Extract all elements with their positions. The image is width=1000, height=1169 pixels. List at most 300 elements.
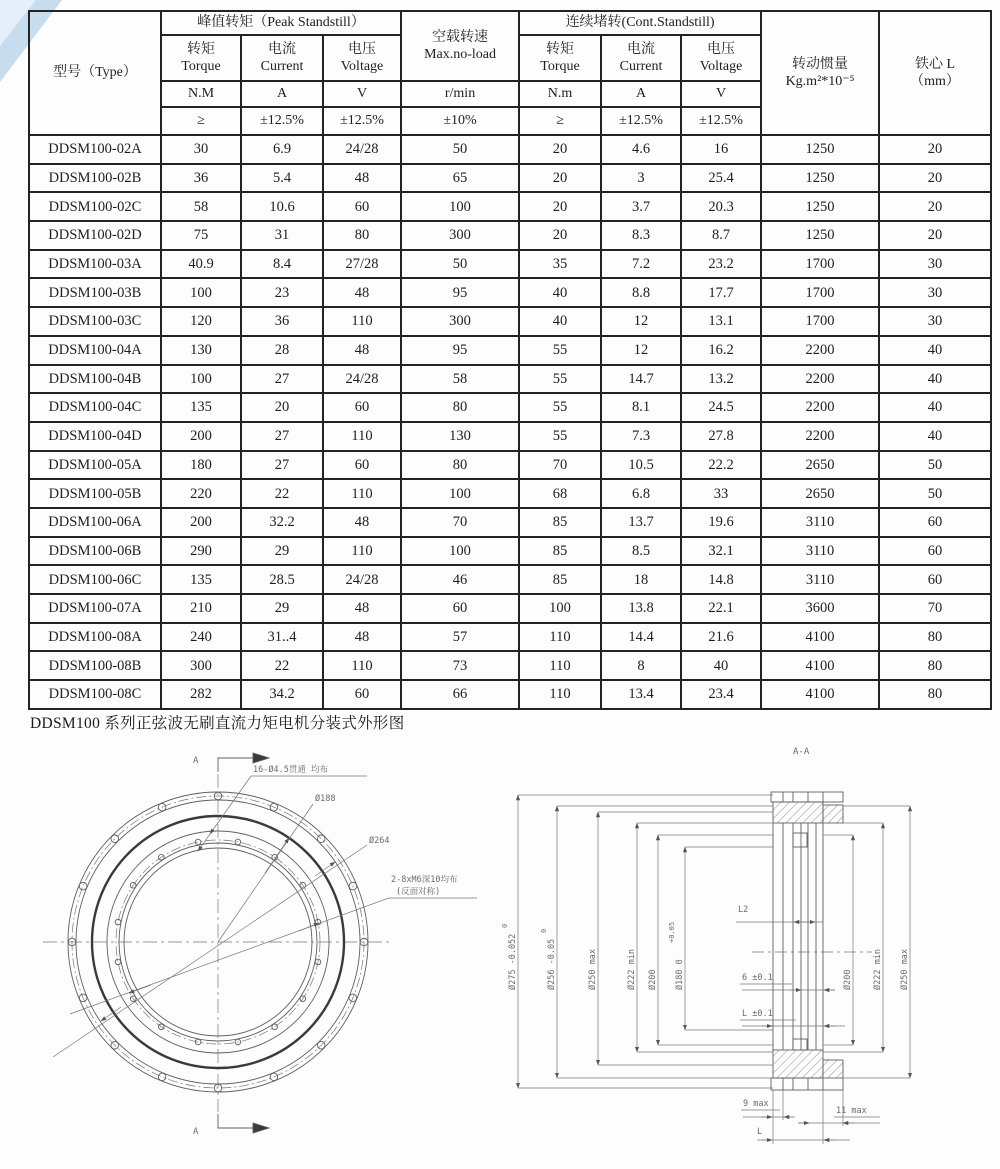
peak-voltage-cn: 电压 [348,41,377,57]
inertia-cell: 2200 [761,393,879,422]
dim-dia200-right: Ø200 [843,969,853,990]
peak-torque-cell: 100 [161,278,241,307]
max-noload-cell: 73 [401,651,519,680]
model-cell: DDSM100-03C [29,307,161,336]
core-length-cell: 40 [879,422,991,451]
model-cell: DDSM100-05B [29,479,161,508]
model-cell: DDSM100-06C [29,565,161,594]
cont-torque-cell: 85 [519,537,601,566]
max-noload-cell: 80 [401,393,519,422]
max-noload-cell: 70 [401,508,519,537]
tol-noload: ±10% [401,107,519,135]
table-caption: DDSM100 系列正弦波无刷直流力矩电机分装式外形图 [30,715,405,732]
peak-torque-en: Torque [181,59,221,74]
peak-voltage-cell: 48 [323,164,401,193]
header-peak-group: 峰值转矩（Peak Standstill） [161,11,401,35]
tol-peak-voltage: ±12.5% [323,107,401,135]
tol-peak-current: ±12.5% [241,107,323,135]
peak-current-cell: 5.4 [241,164,323,193]
inner-bolt-hole [115,919,121,925]
inertia-cell: 3110 [761,508,879,537]
core-length-cell: 20 [879,192,991,221]
cont-voltage-cell: 23.2 [681,250,761,279]
header-type: 型号（Type） [29,11,161,135]
max-noload-cell: 60 [401,594,519,623]
header-inertia-en: Kg.m²*10⁻⁵ [785,74,855,89]
header-inertia [761,11,879,135]
table-row [29,623,991,652]
peak-torque-cell: 135 [161,393,241,422]
cont-current-en: Current [619,59,663,74]
max-noload-cell: 130 [401,422,519,451]
front-view-drawing [15,742,485,1162]
cont-voltage-cell: 33 [681,479,761,508]
cont-voltage-cell: 8.7 [681,221,761,250]
model-cell: DDSM100-07A [29,594,161,623]
cont-current-cell: 8.3 [601,221,681,250]
model-cell: DDSM100-06B [29,537,161,566]
peak-current-cell: 20 [241,393,323,422]
dim-dia250-right: Ø250 max [900,949,910,990]
outer-bolt-hole [317,835,325,843]
core-length-cell: 20 [879,221,991,250]
core-length-cell: 80 [879,651,991,680]
tol-cont-current: ±12.5% [601,107,681,135]
spec-table-body [29,135,991,709]
cont-torque-cell: 85 [519,508,601,537]
peak-torque-cn: 转矩 [187,41,215,57]
model-cell: DDSM100-04B [29,365,161,394]
cont-torque-cell: 40 [519,307,601,336]
inertia-cell: 1250 [761,135,879,164]
max-noload-cell: 95 [401,336,519,365]
peak-current-cell: 27 [241,365,323,394]
cont-current-cell: 6.8 [601,479,681,508]
header-cont-torque [519,35,601,81]
cont-current-cell: 7.2 [601,250,681,279]
peak-torque-cell: 135 [161,565,241,594]
peak-voltage-cell: 60 [323,451,401,480]
peak-torque-cell: 30 [161,135,241,164]
peak-current-cell: 31..4 [241,623,323,652]
max-noload-cell: 100 [401,479,519,508]
cont-voltage-cell: 16.2 [681,336,761,365]
core-length-cell: 50 [879,479,991,508]
peak-torque-cell: 290 [161,537,241,566]
max-noload-cell: 50 [401,250,519,279]
dim-l-tol: L ±0.1 [742,1009,773,1019]
unit-cont-current: A [601,81,681,107]
cont-torque-cell: 55 [519,365,601,394]
core-length-cell: 70 [879,594,991,623]
inertia-cell: 3600 [761,594,879,623]
table-row [29,479,991,508]
peak-current-cell: 34.2 [241,680,323,709]
peak-torque-cell: 100 [161,365,241,394]
cont-voltage-en: Voltage [699,59,743,74]
dim-dia222-right: Ø222 min [873,949,883,990]
table-row [29,594,991,623]
inertia-cell: 3110 [761,537,879,566]
peak-torque-cell: 180 [161,451,241,480]
peak-torque-cell: 36 [161,164,241,193]
peak-torque-cell: 210 [161,594,241,623]
cont-voltage-cell: 21.6 [681,623,761,652]
peak-voltage-cell: 60 [323,192,401,221]
cont-torque-cell: 100 [519,594,601,623]
cont-voltage-cell: 27.8 [681,422,761,451]
model-cell: DDSM100-04A [29,336,161,365]
table-row [29,336,991,365]
cont-voltage-cn: 电压 [707,41,736,57]
peak-voltage-cell: 48 [323,623,401,652]
cont-torque-en: Torque [540,59,580,74]
max-noload-cell: 65 [401,164,519,193]
cont-current-cell: 10.5 [601,451,681,480]
peak-current-cell: 27 [241,422,323,451]
model-cell: DDSM100-04D [29,422,161,451]
cont-current-cell: 14.7 [601,365,681,394]
table-row [29,451,991,480]
peak-torque-cell: 220 [161,479,241,508]
core-length-cell: 40 [879,365,991,394]
header-peak-current [241,35,323,81]
dim-dia275: Ø275 -0.052 [508,933,518,990]
model-cell: DDSM100-03A [29,250,161,279]
cont-torque-cell: 110 [519,680,601,709]
peak-current-cell: 31 [241,221,323,250]
peak-voltage-cell: 80 [323,221,401,250]
header-peak-voltage [323,35,401,81]
peak-current-cell: 29 [241,594,323,623]
core-length-cell: 60 [879,565,991,594]
inertia-cell: 1250 [761,164,879,193]
dia-188-label: Ø188 [315,794,336,804]
peak-current-cell: 29 [241,537,323,566]
header-core [879,11,991,135]
cont-voltage-cell: 40 [681,651,761,680]
peak-voltage-cell: 110 [323,537,401,566]
model-cell: DDSM100-06A [29,508,161,537]
cont-voltage-cell: 13.2 [681,365,761,394]
outer-bolt-hole [79,882,87,890]
unit-peak-torque: N.M [161,81,241,107]
section-cut-label-bottom: A [193,1127,199,1137]
cont-torque-cell: 68 [519,479,601,508]
peak-torque-cell: 200 [161,508,241,537]
core-length-cell: 80 [879,623,991,652]
inertia-cell: 3110 [761,565,879,594]
cont-torque-cell: 40 [519,278,601,307]
unit-cont-torque: N.m [519,81,601,107]
dim-dia256: Ø256 -0.05 [547,938,557,990]
header-cont-voltage [681,35,761,81]
peak-current-cell: 10.6 [241,192,323,221]
header-core-cn: 铁心 L [915,56,956,72]
inertia-cell: 1700 [761,307,879,336]
core-length-cell: 30 [879,250,991,279]
peak-voltage-cell: 24/28 [323,135,401,164]
inertia-cell: 4100 [761,680,879,709]
cont-voltage-cell: 22.1 [681,594,761,623]
table-row [29,508,991,537]
cont-current-cell: 4.6 [601,135,681,164]
dim-dia180: Ø180 0 [675,959,685,990]
peak-current-cell: 23 [241,278,323,307]
inertia-cell: 2200 [761,336,879,365]
peak-voltage-cell: 110 [323,479,401,508]
table-row [29,651,991,680]
cont-torque-cell: 85 [519,565,601,594]
max-noload-cell: 46 [401,565,519,594]
dim-dia256-dev: 0 [540,928,548,933]
peak-torque-cell: 75 [161,221,241,250]
peak-current-cell: 32.2 [241,508,323,537]
peak-voltage-cell: 48 [323,508,401,537]
unit-cont-voltage: V [681,81,761,107]
table-row [29,192,991,221]
model-cell: DDSM100-02B [29,164,161,193]
header-noload-en: Max.no-load [424,47,496,62]
peak-current-cell: 27 [241,451,323,480]
cont-voltage-cell: 32.1 [681,537,761,566]
max-noload-cell: 50 [401,135,519,164]
peak-current-cell: 28.5 [241,565,323,594]
peak-voltage-cell: 48 [323,278,401,307]
header-core-en: （mm） [910,74,960,89]
peak-torque-cell: 282 [161,680,241,709]
tol-cont-voltage: ±12.5% [681,107,761,135]
peak-current-cell: 8.4 [241,250,323,279]
peak-current-cell: 6.9 [241,135,323,164]
peak-voltage-cell: 24/28 [323,365,401,394]
cont-current-cell: 12 [601,307,681,336]
m6-holes-label-line1: 2-8xM6深10均布 [391,875,458,885]
table-row [29,365,991,394]
cont-voltage-cell: 22.2 [681,451,761,480]
cont-voltage-cell: 20.3 [681,192,761,221]
cont-torque-cell: 110 [519,623,601,652]
cont-current-cell: 18 [601,565,681,594]
cont-voltage-cell: 14.8 [681,565,761,594]
peak-voltage-cell: 48 [323,336,401,365]
cont-torque-cell: 35 [519,250,601,279]
peak-voltage-cell: 110 [323,307,401,336]
core-length-cell: 50 [879,451,991,480]
cont-voltage-cell: 17.7 [681,278,761,307]
unit-peak-voltage: V [323,81,401,107]
peak-torque-cell: 240 [161,623,241,652]
model-cell: DDSM100-08C [29,680,161,709]
inertia-cell: 2650 [761,479,879,508]
cont-torque-cn: 转矩 [546,41,575,57]
max-noload-cell: 57 [401,623,519,652]
peak-voltage-cell: 60 [323,680,401,709]
inertia-cell: 2200 [761,422,879,451]
max-noload-cell: 95 [401,278,519,307]
outer-bolt-hole [111,835,119,843]
header-noload-cn: 空载转速 [432,29,489,45]
dim-dia275-dev: 0 [501,923,509,928]
section-title: A-A [793,747,810,757]
model-cell: DDSM100-03B [29,278,161,307]
table-row [29,565,991,594]
cont-current-cell: 8.1 [601,393,681,422]
spec-table [28,10,992,710]
table-row [29,422,991,451]
cont-voltage-cell: 16 [681,135,761,164]
cont-current-cell: 7.3 [601,422,681,451]
dim-dia200-left: Ø200 [648,969,658,990]
max-noload-cell: 58 [401,365,519,394]
inertia-cell: 1700 [761,250,879,279]
peak-voltage-cell: 24/28 [323,565,401,594]
table-row [29,680,991,709]
inertia-cell: 4100 [761,651,879,680]
core-length-cell: 40 [879,393,991,422]
peak-voltage-cell: 60 [323,393,401,422]
cont-torque-cell: 110 [519,651,601,680]
peak-voltage-cell: 110 [323,422,401,451]
header-cont-group: 连续堵转(Cont.Standstill) [519,11,761,35]
table-row [29,135,991,164]
peak-current-cell: 22 [241,651,323,680]
peak-torque-cell: 200 [161,422,241,451]
m6-holes-label-line2: (反面对称) [396,887,441,897]
peak-current-cell: 22 [241,479,323,508]
cont-current-cell: 13.8 [601,594,681,623]
header-peak-torque [161,35,241,81]
model-cell: DDSM100-08B [29,651,161,680]
cont-current-cn: 电流 [627,41,656,57]
header-inertia-cn: 转动惯量 [792,56,849,72]
table-row [29,307,991,336]
inertia-cell: 2650 [761,451,879,480]
section-cut-label-top: A [193,756,199,766]
peak-current-en: Current [260,59,304,74]
cont-voltage-cell: 25.4 [681,164,761,193]
peak-torque-cell: 130 [161,336,241,365]
cont-torque-cell: 20 [519,135,601,164]
table-row [29,278,991,307]
cont-current-cell: 3 [601,164,681,193]
peak-torque-cell: 120 [161,307,241,336]
core-length-cell: 30 [879,307,991,336]
inertia-cell: 1250 [761,192,879,221]
header-noload [401,11,519,81]
peak-voltage-en: Voltage [340,59,384,74]
model-cell: DDSM100-05A [29,451,161,480]
model-cell: DDSM100-02C [29,192,161,221]
model-cell: DDSM100-08A [29,623,161,652]
tol-peak-torque: ≥ [161,107,241,135]
cont-torque-cell: 55 [519,393,601,422]
peak-torque-cell: 40.9 [161,250,241,279]
dim-dia180-dev: +0.05 [668,921,676,943]
table-row [29,164,991,193]
core-length-cell: 60 [879,508,991,537]
tol-cont-torque: ≥ [519,107,601,135]
cont-current-cell: 13.7 [601,508,681,537]
max-noload-cell: 66 [401,680,519,709]
peak-current-cell: 28 [241,336,323,365]
section-view-drawing [480,738,1000,1168]
peak-voltage-cell: 48 [323,594,401,623]
table-row [29,393,991,422]
cont-current-cell: 14.4 [601,623,681,652]
core-length-cell: 60 [879,537,991,566]
max-noload-cell: 80 [401,451,519,480]
dim-6-tol: 6 ±0.1 [742,973,773,983]
dim-l2: L2 [738,905,749,915]
dim-l: L [757,1127,763,1137]
peak-voltage-cell: 27/28 [323,250,401,279]
core-length-cell: 40 [879,336,991,365]
dia-264-label: Ø264 [369,836,390,846]
peak-torque-cell: 300 [161,651,241,680]
dim-dia250-left: Ø250 max [588,949,598,990]
table-row [29,250,991,279]
bolt-holes-label: 16-Ø4.5贯通 均布 [253,765,328,775]
table-row [29,537,991,566]
max-noload-cell: 100 [401,537,519,566]
cont-current-cell: 12 [601,336,681,365]
peak-current-cell: 36 [241,307,323,336]
model-cell: DDSM100-02D [29,221,161,250]
inner-bolt-hole [115,959,121,965]
core-length-cell: 30 [879,278,991,307]
core-length-cell: 20 [879,164,991,193]
core-length-cell: 20 [879,135,991,164]
peak-torque-cell: 58 [161,192,241,221]
model-cell: DDSM100-04C [29,393,161,422]
cont-torque-cell: 20 [519,192,601,221]
peak-voltage-cell: 110 [323,651,401,680]
cont-voltage-cell: 13.1 [681,307,761,336]
unit-peak-current: A [241,81,323,107]
cont-voltage-cell: 23.4 [681,680,761,709]
cont-torque-cell: 55 [519,336,601,365]
header-cont-current [601,35,681,81]
dim-11-max: 11 max [836,1106,867,1116]
outer-bolt-hole [158,1073,166,1081]
cont-torque-cell: 20 [519,164,601,193]
inertia-cell: 1700 [761,278,879,307]
dim-9-max: 9 max [743,1099,769,1109]
inertia-cell: 4100 [761,623,879,652]
inertia-cell: 2200 [761,365,879,394]
cont-current-cell: 8.8 [601,278,681,307]
max-noload-cell: 300 [401,307,519,336]
cont-torque-cell: 55 [519,422,601,451]
dim-dia222-left: Ø222 min [627,949,637,990]
inertia-cell: 1250 [761,221,879,250]
max-noload-cell: 300 [401,221,519,250]
core-length-cell: 80 [879,680,991,709]
cont-current-cell: 8.5 [601,537,681,566]
cont-current-cell: 8 [601,651,681,680]
model-cell: DDSM100-02A [29,135,161,164]
cont-voltage-cell: 19.6 [681,508,761,537]
cont-torque-cell: 70 [519,451,601,480]
cont-torque-cell: 20 [519,221,601,250]
table-row [29,221,991,250]
max-noload-cell: 100 [401,192,519,221]
unit-noload: r/min [401,81,519,107]
cont-voltage-cell: 24.5 [681,393,761,422]
cont-current-cell: 13.4 [601,680,681,709]
peak-current-cn: 电流 [268,41,296,57]
